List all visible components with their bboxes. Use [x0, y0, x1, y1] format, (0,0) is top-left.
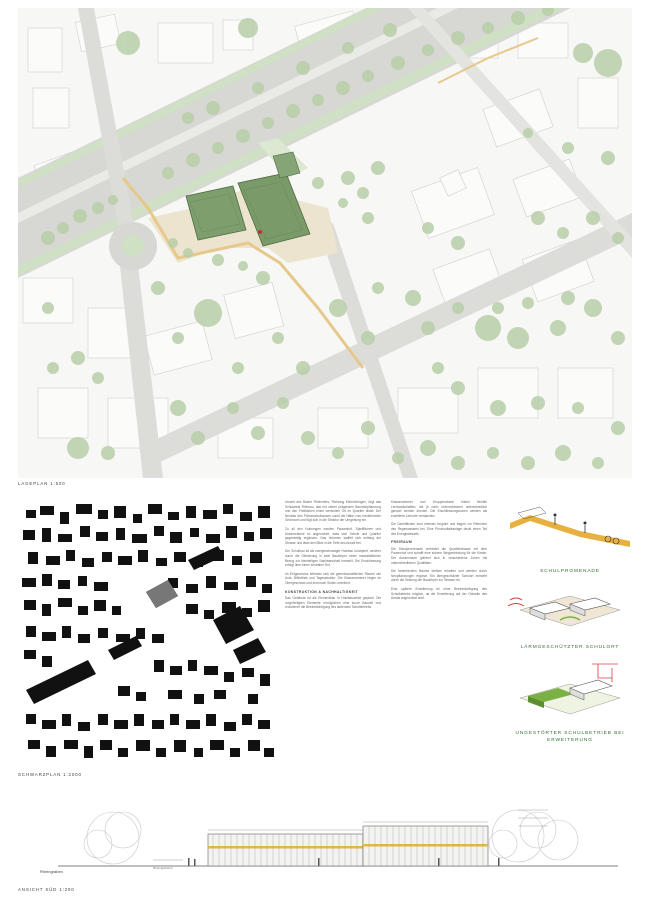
text-column-2 [391, 500, 487, 772]
diagram-caption-promenade: SCHULPROMENADE [540, 569, 600, 574]
paragraph: Die bestehenden Bäume bleiben erhalten und werden durch Neupflanzungen ergänzt. Ein lärmgeschützter Schulort entsteht durch die Setzung der Baukörper zur Strasse hin. [391, 569, 487, 583]
diagram-promenade [500, 503, 640, 563]
text-column-1 [285, 500, 381, 772]
paragraph: Der Schulbau ist als zweigeschossiger Holzbau konzipiert, welcher durch die Gliederung in zwei Baukörper einen massstäblichen Bezug zur kleinteiligen Nachbarschaft herstellt. Die Erschliessung erfolgt über einen zentralen Hof. [285, 549, 381, 568]
figure-ground-label: SCHWARZPLAN 1:2000 [18, 772, 82, 777]
elevation-label: ANSICHT SÜD 1:200 [18, 887, 75, 892]
figure-ground-plan [18, 500, 276, 768]
paragraph: Eine spätere Erweiterung ist ohne Beeinträchtigung des Schulbetriebs möglich, da die Erweiterung auf der Ostseite des Areals angeordnet wird. [391, 586, 487, 601]
site-plan-label: LAGEPLAN 1:500 [18, 481, 66, 486]
paragraph: Unweit des Basler Rheinufers, Richtung Kleinhüningen, liegt das Schulareal Rheinau, das mit seiner prägenden Baumbepflanzung und den Freiflächen einen wertvollen Ort im Quartier bildet. Der Neubau des Primarschulhauses sucht die Nähe zum bestehenden Grünraum und fügt sich in die Struktur der Umgebung ein. [285, 500, 381, 523]
south-elevation [18, 800, 632, 882]
paragraph: Klassenzimmer und Gruppenräume bilden flexible Lernlandschaften, die je nach Unterrichtsform unterschiedlich genutzt werden können. Die Erschliessungszonen werden als erweiterte Lernorte verstanden. [391, 500, 487, 518]
figure-ground-drawing [18, 500, 276, 768]
diagram-caption-extension: UNGESTÖRTER SCHULBETRIEB BEI ERWEITERUNG [515, 731, 625, 743]
diagram-schoolyard [500, 580, 640, 640]
site-plan [18, 8, 632, 478]
site-plan-drawing [18, 8, 632, 478]
street-label: Rheingraben [40, 869, 63, 874]
section-heading: FREIRAUM [391, 540, 413, 545]
paragraph: Die Dachflächen sind extensiv begrünt und tragen zur Retention des Regenwassers bei. Eine Photovoltaikanlage deckt einen Teil des Energiebedarfs. [391, 522, 487, 536]
section-heading: KONSTRUKTION & NACHHALTIGKEIT [285, 589, 359, 594]
elevation-tag: Rheingrabenst. [153, 866, 174, 870]
diagram-extension [500, 658, 640, 724]
paragraph: Zu all den Nutzungen werden Pausenhof, Spielflächen und Aussenräume so angeordnet, dass sich Schule und Quartier gegenseitig ergänzen. Das Volumen staffelt sich entlang der Strasse und lässt den Blick in die Tiefe des Areals frei. [285, 526, 381, 545]
diagram-caption-schoolyard: LÄRMGESCHÜTZTER SCHULORT [520, 645, 620, 650]
paragraph: Die Schulpromenade verbindet die Quartierstrasse mit dem Pausenhof und schafft eine sichere Wegverbindung für die Kinder. Der Aussenraum gliedert sich in verschiedene Zonen mit unterschiedlichen Qualitäten. [391, 546, 487, 565]
paragraph: Im Erdgeschoss befinden sich die gemeinschaftlichen Räume wie Aula, Bibliothek und Tagesstruktur. Die Klassenzimmer liegen im Obergeschoss und sind nach Süden orientiert. [285, 571, 381, 585]
paragraph: Das Gebäude ist als Elementbau in Holzbauweise geplant. Die vorgefertigten Elemente ermöglichen eine kurze Bauzeit und reduzieren die Beeinträchtigung des laufenden Schulbetriebs. [285, 596, 381, 610]
elevation-drawing [18, 800, 632, 882]
